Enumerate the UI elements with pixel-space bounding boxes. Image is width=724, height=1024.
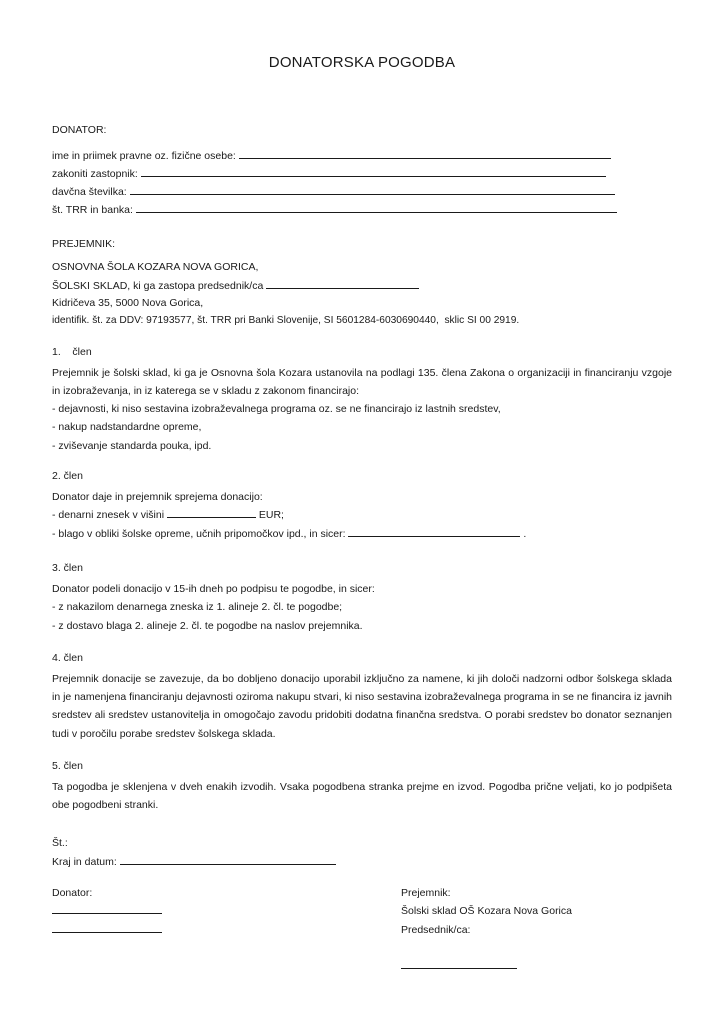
clen-5-paragraph: Ta pogodba je sklenjena v dveh enakih izvodih. Vsaka pogodbena stranka prejme en izvod. Pogodba prične veljati, ko jo podpišeta obe pogodbeni stranki. xyxy=(52,781,672,812)
prejemnik-line-3: Kidričeva 35, 5000 Nova Gorica, xyxy=(52,297,204,309)
donator-signature-line[interactable] xyxy=(52,903,162,914)
predsednik-label: Predsednik/ca: xyxy=(401,923,471,936)
clen-2-intro: Donator daje in prejemnik sprejema donacijo: xyxy=(52,491,263,503)
donator-bank-label: št. TRR in banka: xyxy=(52,204,136,216)
donator-tax-blank[interactable] xyxy=(130,184,615,195)
clen-2-body xyxy=(52,488,526,543)
clen-2-item-amount[interactable] xyxy=(52,506,526,524)
clen-1-heading: 1. člen xyxy=(52,346,92,358)
clen-2-amount-label: - denarni znesek v višini xyxy=(52,509,167,522)
clen-4-paragraph: Prejemnik donacije se zavezuje, da bo dobljeno donacijo uporabil izključno za namene, ki jih določi nadzorni odbor šolskega sklada in je namenjena financiranju dejavnosti oziroma nakupu stvari, ki niso sestavina izobraževalnega programa in se ne financira iz javnih sredstev ali sredstev ustanovitelja in omogočajo zavodu pridobiti dodatna finančna sredstva. O porabi sredstev bo donator seznanjen tudi v poročilu porabe sredstev šolskega sklada. xyxy=(52,673,672,740)
clen-2-amount-unit: EUR; xyxy=(255,509,284,522)
clen-1-item: - zviševanje standarda pouka, ipd. xyxy=(52,439,212,452)
donator-name-field[interactable] xyxy=(52,148,611,163)
clen-5-heading: 5. člen xyxy=(52,760,83,772)
clen-3-line: Donator podeli donacijo v 15-ih dneh po podpisu te pogodbe, in sicer: xyxy=(52,583,375,595)
clen-2-goods-blank[interactable] xyxy=(348,526,520,537)
donator-representative-label: zakoniti zastopnik: xyxy=(52,168,141,180)
prejemnik-signature-block xyxy=(401,884,572,976)
clen-1-item: - dejavnosti, ki niso sestavina izobraževalnega programa oz. se ne financirajo iz lastnih sredstev, xyxy=(52,403,501,415)
clen-2-goods-end: . xyxy=(520,527,527,540)
document-title: DONATORSKA POGODBA xyxy=(268,54,456,71)
prejemnik-signature-name: Šolski sklad OŠ Kozara Nova Gorica xyxy=(401,905,572,918)
prejemnik-heading: PREJEMNIK: xyxy=(52,238,116,250)
prejemnik-representative-label: ŠOLSKI SKLAD, ki ga zastopa predsednik/ca xyxy=(52,280,267,292)
clen-3-line: - z dostavo blaga 2. alineje 2. čl. te pogodbe na naslov prejemnika. xyxy=(52,619,363,632)
donator-heading: DONATOR: xyxy=(52,124,107,136)
clen-3-line: - z nakazilom denarnega zneska iz 1. alineje 2. čl. te pogodbe; xyxy=(52,601,343,614)
clen-2-heading: 2. člen xyxy=(52,470,83,482)
prejemnik-line-1: OSNOVNA ŠOLA KOZARA NOVA GORICA, xyxy=(52,261,259,273)
donator-name-label: ime in priimek pravne oz. fizične osebe: xyxy=(52,150,239,162)
donator-bank-field[interactable] xyxy=(52,202,617,217)
donator-signature-label: Donator: xyxy=(52,887,93,899)
donator-bank-blank[interactable] xyxy=(136,202,617,213)
clen-3-heading: 3. člen xyxy=(52,562,83,574)
clen-2-item-goods[interactable] xyxy=(52,525,526,543)
clen-2-goods-label: - blago v obliki šolske opreme, učnih pripomočkov ipd., in sicer: xyxy=(52,527,349,540)
clen-4-heading: 4. člen xyxy=(52,652,83,664)
clen-1-item: - nakup nadstandardne opreme, xyxy=(52,421,202,434)
donator-signature-block xyxy=(52,884,162,939)
donator-representative-blank[interactable] xyxy=(141,166,606,177)
prejemnik-signature-label: Prejemnik: xyxy=(401,887,451,899)
donator-representative-field[interactable] xyxy=(52,166,606,181)
kraj-datum-field[interactable] xyxy=(52,854,336,869)
donator-signature-line-2[interactable] xyxy=(52,922,162,933)
clen-2-amount-blank[interactable] xyxy=(167,507,256,518)
prejemnik-signature-line[interactable] xyxy=(401,958,517,969)
clen-1-paragraph: Prejemnik je šolski sklad, ki ga je Osnovna šola Kozara ustanovila na podlagi 135. člena Zakona o organizaciji in financiranju vzgoje in izobraževanja, in iz katerega se v skladu z zakonom financirajo: xyxy=(52,367,672,398)
clen-1-list xyxy=(52,400,501,455)
kraj-datum-label: Kraj in datum: xyxy=(52,856,120,868)
donator-name-blank[interactable] xyxy=(239,148,611,159)
prejemnik-line-4: identifik. št. za DDV: 97193577, št. TRR pri Banki Slovenije, SI 5601284-6030690440, sklic SI 00 2919. xyxy=(52,315,520,326)
clen-3-body xyxy=(52,580,375,635)
donator-tax-field[interactable] xyxy=(52,184,615,199)
st-label: Št.: xyxy=(52,837,68,849)
prejemnik-line-2[interactable] xyxy=(52,278,419,293)
kraj-datum-blank[interactable] xyxy=(120,854,336,865)
donator-tax-label: davčna številka: xyxy=(52,186,130,198)
prejemnik-representative-blank[interactable] xyxy=(266,278,419,289)
